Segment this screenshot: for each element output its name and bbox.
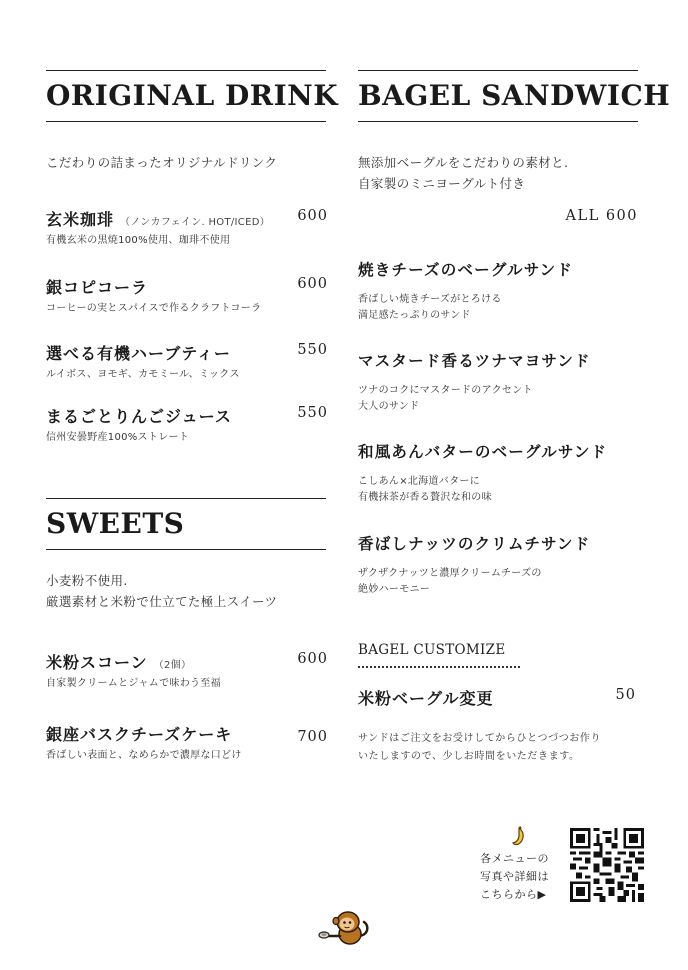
item-name: まるごとりんごジュース <box>46 407 232 426</box>
drink-intro: こだわりの詰まったオリジナルドリンク <box>46 155 278 170</box>
item-desc: ツナのコクにマスタードのアクセント <box>358 385 533 396</box>
item-desc: 満足感たっぷりのサンド <box>358 310 471 321</box>
bagel-intro-line: 無添加ベーグルをこだわりの素材と. <box>358 155 569 170</box>
item-name: 銀コピコーラ <box>46 278 149 297</box>
bagel-section-header <box>358 70 671 122</box>
item-price: 700 <box>297 729 328 745</box>
menu-item <box>358 440 640 506</box>
item-price: 550 <box>297 342 328 358</box>
item-name: 銀座バスクチーズケーキ <box>46 725 233 744</box>
qr-code[interactable] <box>570 828 644 902</box>
sweets-section-header <box>46 498 326 550</box>
item-desc: 有機抹茶が香る贅沢な和の味 <box>358 492 492 503</box>
customize-title: BAGEL CUSTOMIZE <box>358 642 520 668</box>
item-desc: ルイボス、ヨモギ、カモミール、ミックス <box>46 369 240 380</box>
item-name: 香ばしナッツのクリムチサンド <box>358 535 591 553</box>
preparation-note <box>358 730 601 766</box>
item-price: 600 <box>297 276 328 292</box>
sweets-intro-line: 小麦粉不使用. <box>46 573 128 588</box>
item-desc: 自家製クリームとジャムで味わう至福 <box>46 678 221 689</box>
bagel-intro-line: 自家製のミニヨーグルト付き <box>358 176 526 191</box>
item-desc: 香ばしい表面と、なめらかで濃厚な口どけ <box>46 750 242 761</box>
bagel-intro <box>358 152 568 194</box>
menu-item <box>46 207 328 249</box>
item-desc: 大人のサンド <box>358 401 420 412</box>
menu-item <box>46 722 328 764</box>
sweets-intro-line: 厳選素材と米粉で仕立てた極上スイーツ <box>46 594 278 609</box>
note-line: サンドはご注文をお受けしてからひとつづつお作り <box>358 733 602 744</box>
item-desc: 有機玄米の黒焼100%使用、珈琲不使用 <box>46 235 231 246</box>
item-note: （ノンカフェイン. HOT/ICED） <box>120 217 270 228</box>
item-note: （2個） <box>153 660 192 671</box>
item-name: 米粉スコーン <box>46 653 148 672</box>
item-price: 600 <box>297 208 328 224</box>
item-name: 選べる有機ハーブティー <box>46 344 231 363</box>
drink-section-title: ORIGINAL DRINK <box>46 79 339 112</box>
qr-caption-line: 写真や詳細は <box>480 870 549 883</box>
item-desc: ザクザクナッツと濃厚クリームチーズの <box>358 568 542 579</box>
note-line: いたしますので、少しお時間をいただきます。 <box>358 751 580 762</box>
menu-item <box>358 349 640 415</box>
item-name: マスタード香るツナマヨサンド <box>358 352 591 370</box>
sweets-section-title: SWEETS <box>46 507 185 540</box>
monkey-mascot-icon <box>314 906 372 946</box>
item-desc: 絶妙ハーモニー <box>358 584 431 595</box>
item-name: 玄米珈琲 <box>46 210 115 229</box>
menu-item <box>46 275 328 317</box>
drink-section-header <box>46 70 339 122</box>
menu-item <box>358 258 640 324</box>
item-name: 焼きチーズのベーグルサンド <box>358 261 574 279</box>
item-name: 和風あんバターのベーグルサンド <box>358 443 608 461</box>
menu-item <box>46 341 328 383</box>
menu-item <box>358 532 640 598</box>
item-price: 600 <box>297 651 328 667</box>
customize-item <box>358 686 640 709</box>
item-desc: こしあん×北海道バターに <box>358 476 480 487</box>
item-name: 米粉ベーグル変更 <box>358 689 494 708</box>
qr-caption-line: 各メニューの <box>480 852 549 865</box>
qr-caption-line[interactable]: こちらから▶ <box>480 888 547 901</box>
item-price: 550 <box>297 405 328 421</box>
menu-item <box>46 650 328 692</box>
item-desc: コーヒーの実とスパイスで作るクラフトコーラ <box>46 303 262 314</box>
bagel-section-title: BAGEL SANDWICH <box>358 79 671 112</box>
qr-caption <box>480 850 549 904</box>
item-desc: 香ばしい焼きチーズがとろける <box>358 294 502 305</box>
item-desc: 信州安曇野産100%ストレート <box>46 432 190 443</box>
banana-icon <box>511 826 527 846</box>
menu-item <box>46 404 328 446</box>
all-price: ALL 600 <box>565 208 638 224</box>
sweets-intro <box>46 570 277 612</box>
item-price: 50 <box>615 687 636 703</box>
